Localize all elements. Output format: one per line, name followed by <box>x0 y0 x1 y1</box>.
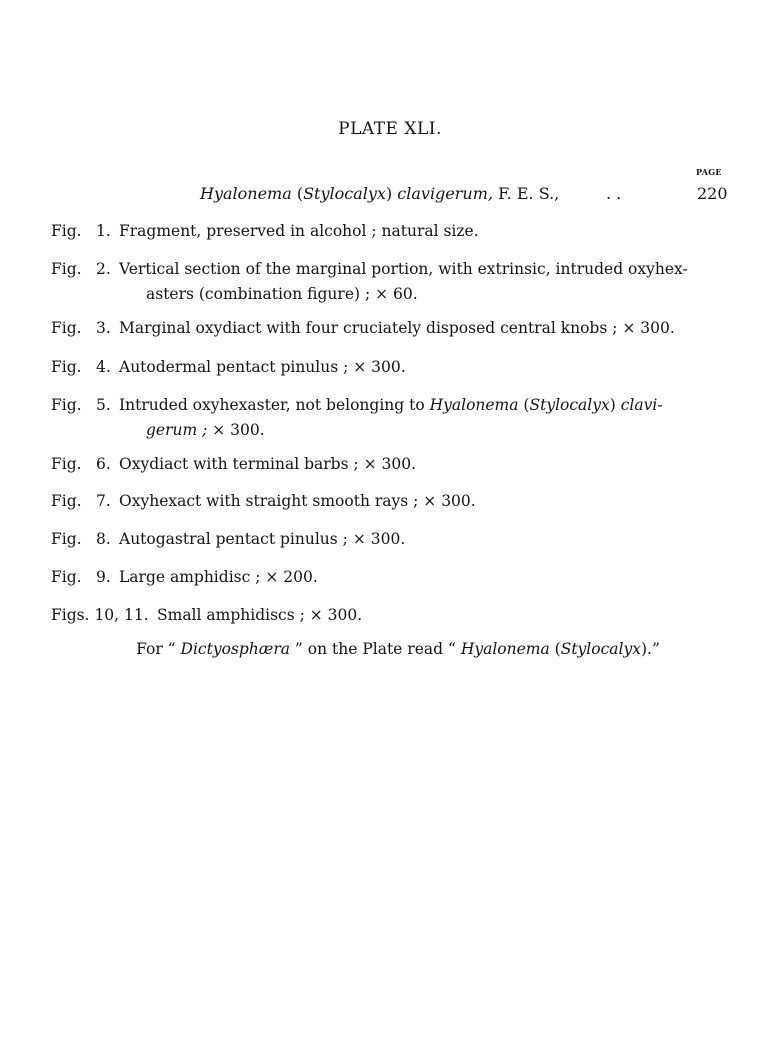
figure-number: 7. <box>96 492 111 510</box>
caption-magnification: × 300. <box>207 421 265 439</box>
figure-label: Fig. <box>51 455 82 473</box>
note-text: For “ <box>136 640 181 658</box>
caption-paren-close: ) <box>609 396 621 414</box>
species-genus: Hyalonema <box>200 184 292 203</box>
species-paren-close: ) <box>385 184 398 203</box>
leader-dots: . . <box>606 184 622 203</box>
caption-epithet-end: gerum ; <box>146 421 208 439</box>
caption-epithet-start: clavi- <box>620 396 663 414</box>
figure-number: 5. <box>96 396 111 414</box>
species-author: F. E. S., <box>492 184 560 203</box>
caption-paren-open: ( <box>518 396 530 414</box>
figure-number: 8. <box>96 530 111 548</box>
figure-caption-continued <box>146 418 265 443</box>
figure-number: 1. <box>96 222 111 240</box>
figure-caption: Autogastral pentact pinulus ; × 300. <box>119 530 406 548</box>
note-subgenus: Stylocalyx <box>560 640 641 658</box>
species-paren-open: ( <box>291 184 304 203</box>
figure-label: Fig. <box>51 396 82 414</box>
caption-subgenus: Stylocalyx <box>529 396 610 414</box>
caption-text: Intruded oxyhexaster, not belonging to <box>119 396 430 414</box>
figure-number: 3. <box>96 319 111 337</box>
figure-label: Fig. <box>51 530 82 548</box>
figure-label: Fig. <box>51 319 82 337</box>
note-text: ” on the Plate read “ <box>290 640 461 658</box>
figure-caption: Large amphidisc ; × 200. <box>119 568 318 586</box>
species-heading <box>200 184 730 203</box>
figure-caption <box>119 393 663 418</box>
figure-number: 4. <box>96 358 111 376</box>
species-subgenus: Stylocalyx <box>303 184 386 203</box>
figure-label: Fig. <box>51 222 82 240</box>
figure-caption: Marginal oxydiact with four cruciately disposed central knobs ; × 300. <box>119 319 675 337</box>
plate-title: PLATE XLI. <box>338 119 442 139</box>
note-genus: Hyalonema <box>460 640 550 658</box>
note-text: ).” <box>640 640 660 658</box>
figure-number: 9. <box>96 568 111 586</box>
page-column-label: PAGE <box>696 167 722 177</box>
figure-label: Fig. <box>51 260 82 278</box>
note-text: ( <box>549 640 561 658</box>
figure-caption: Oxydiact with terminal barbs ; × 300. <box>119 455 417 473</box>
page-number: 220 <box>697 184 728 203</box>
figure-number: 2. <box>96 260 111 278</box>
figure-number: 6. <box>96 455 111 473</box>
figure-label: Fig. <box>51 358 82 376</box>
figure-label: Fig. <box>51 492 82 510</box>
figure-caption: Autodermal pentact pinulus ; × 300. <box>119 358 406 376</box>
figure-caption: Vertical section of the marginal portion, with extrinsic, intruded oxyhex- <box>119 260 688 278</box>
figure-caption: Fragment, preserved in alcohol ; natural size. <box>119 222 479 240</box>
species-epithet: clavigerum, <box>397 184 493 203</box>
plate-correction-note <box>0 640 776 658</box>
caption-genus: Hyalonema <box>429 396 519 414</box>
note-old-name: Dictyosphæra <box>180 640 290 658</box>
figure-caption: Oxyhexact with straight smooth rays ; × 300. <box>119 492 476 510</box>
figure-caption-continued: asters (combination figure) ; × 60. <box>146 285 418 303</box>
figure-label: Fig. <box>51 568 82 586</box>
figure-caption: Small amphidiscs ; × 300. <box>157 606 363 624</box>
figure-label: Figs. 10, 11. <box>51 606 149 624</box>
